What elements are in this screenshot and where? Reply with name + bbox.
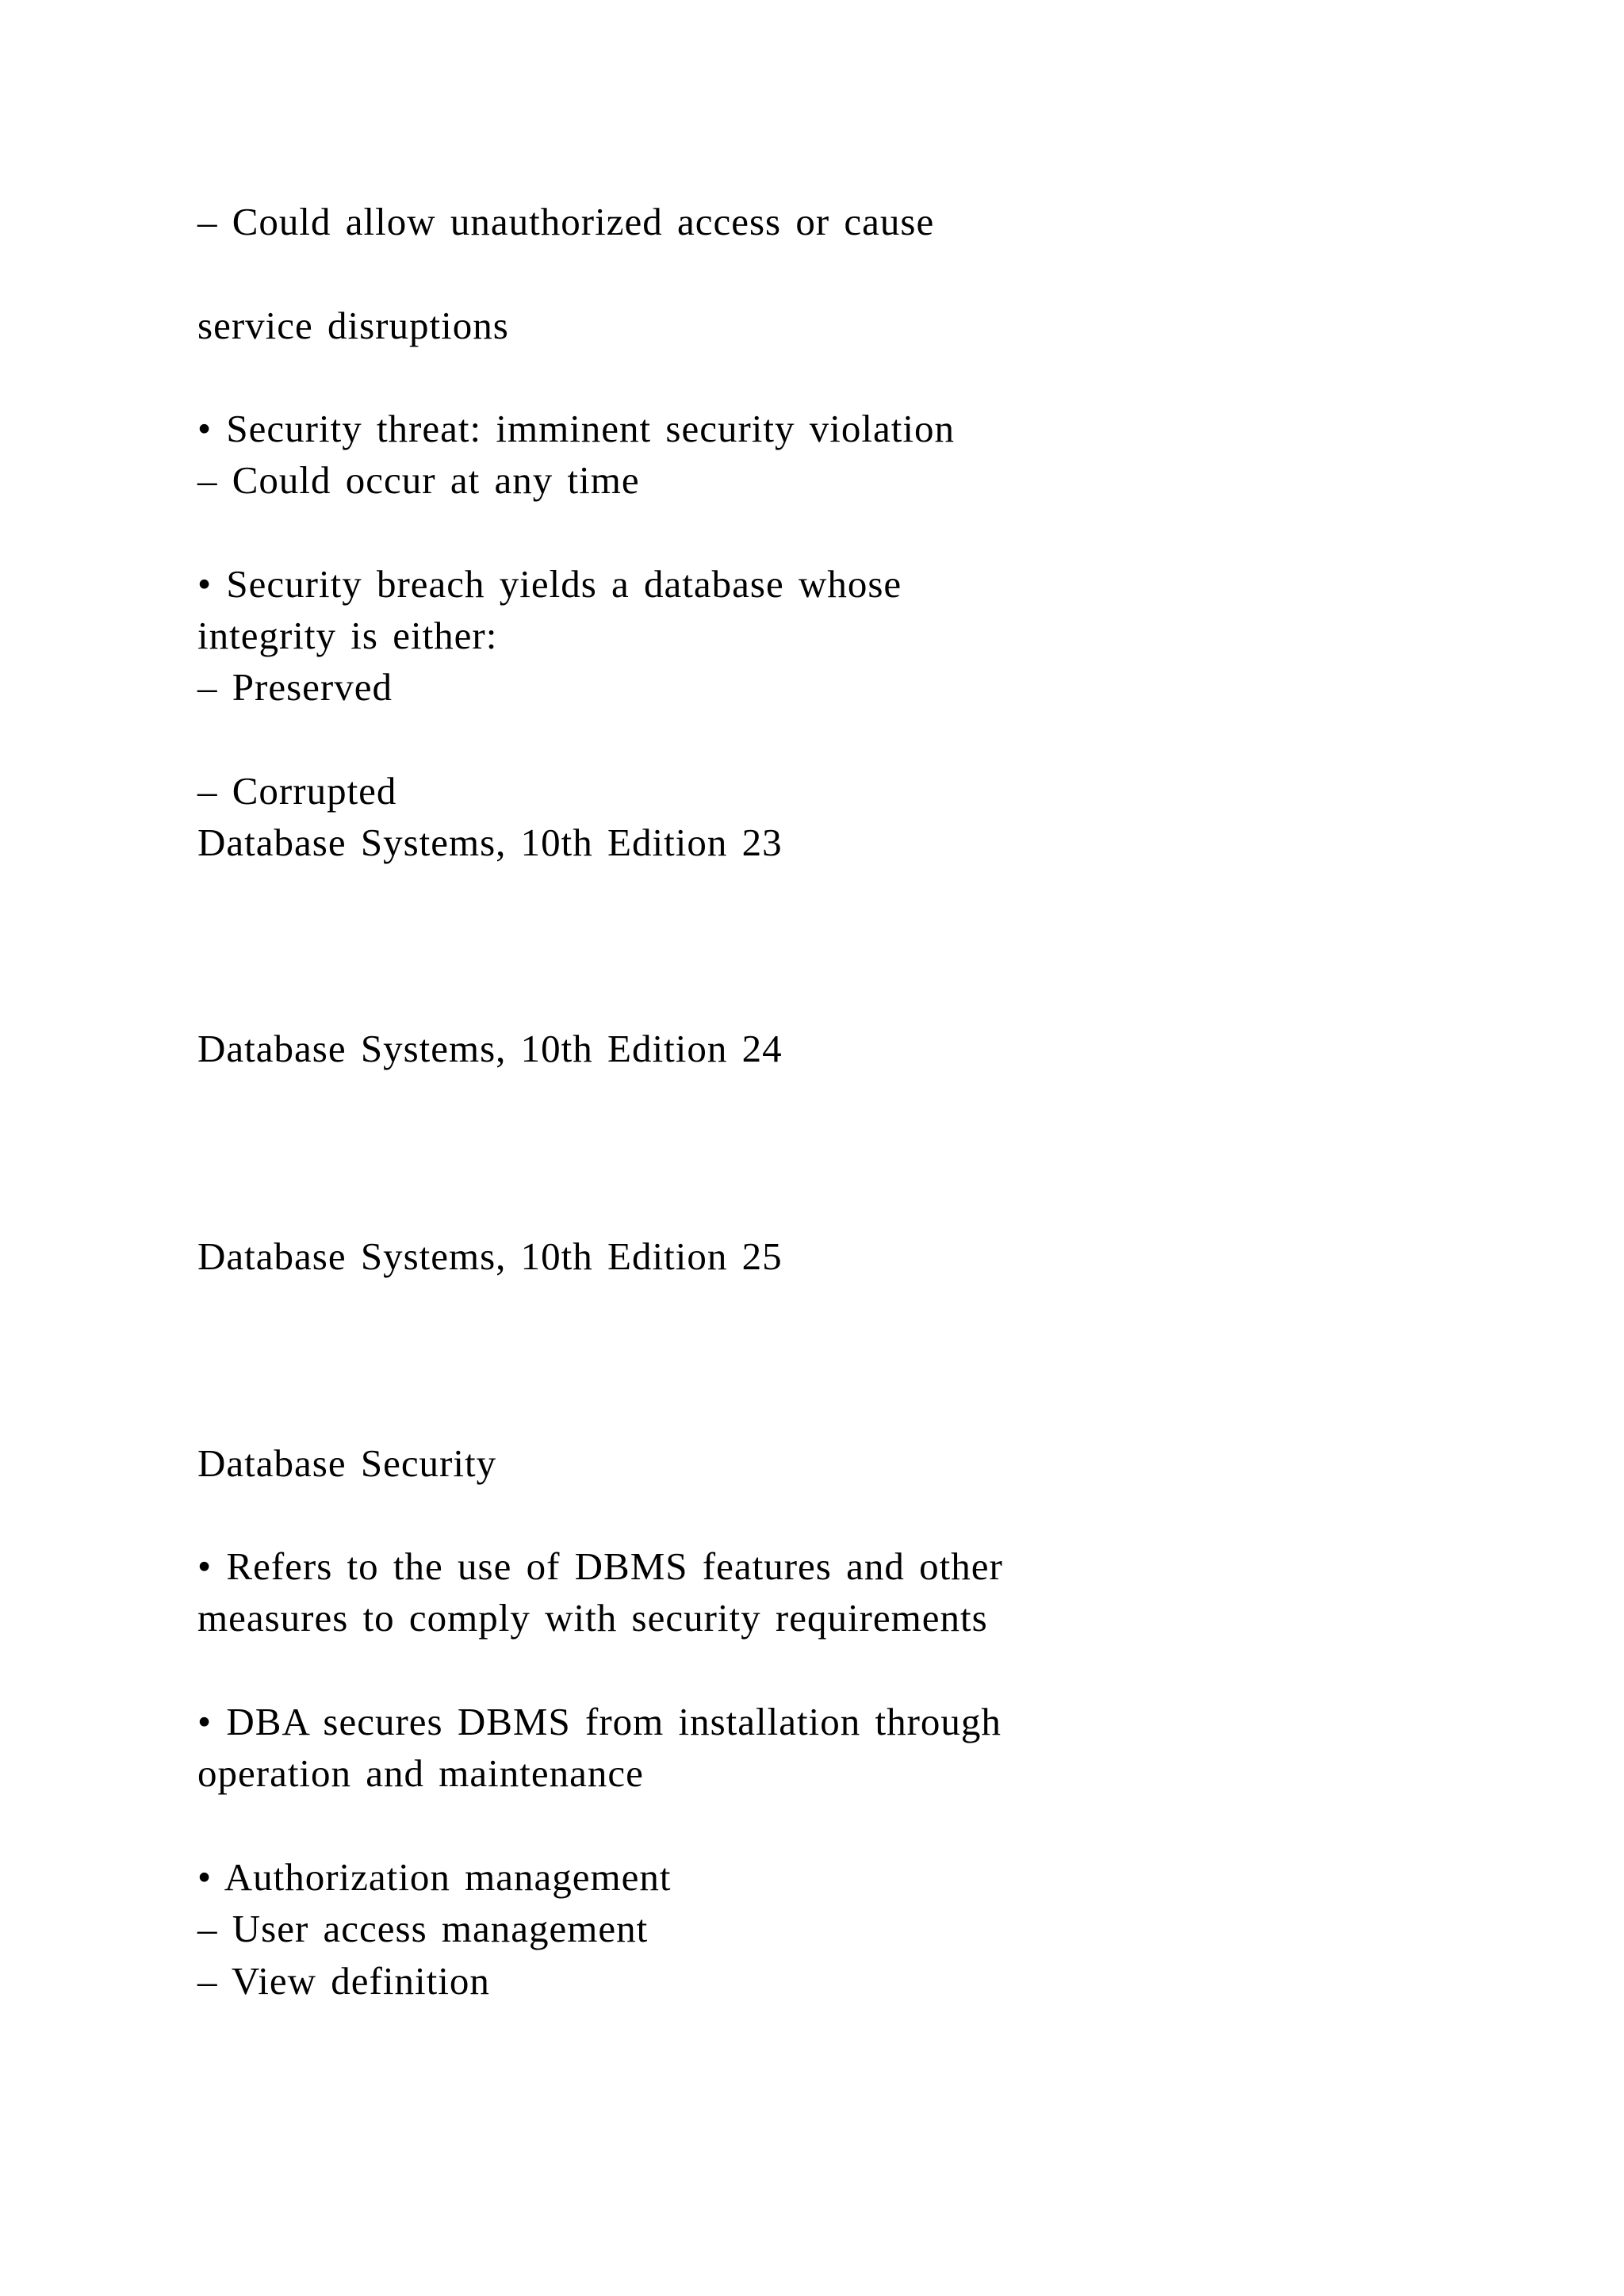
page-footer: Database Systems, 10th Edition 24 [197, 1027, 783, 1070]
bullet-item: • Security threat: imminent security violation [197, 407, 955, 450]
bullet-item: • DBA secures DBMS from installation through [197, 1700, 1002, 1743]
text-line: measures to comply with security requirements [197, 1596, 988, 1640]
text-line: service disruptions [197, 304, 509, 347]
page-footer: Database Systems, 10th Edition 23 [197, 821, 783, 864]
bullet-item: • Authorization management [197, 1855, 672, 1899]
sub-bullet-item: – View definition [197, 1959, 490, 2003]
page-footer: Database Systems, 10th Edition 25 [197, 1234, 783, 1278]
sub-bullet-item: – Corrupted [197, 769, 397, 813]
text-line: integrity is either: [197, 614, 498, 657]
bullet-item: • Security breach yields a database whose [197, 562, 902, 606]
text-line: operation and maintenance [197, 1751, 644, 1795]
sub-bullet-item: – User access management [197, 1907, 649, 1950]
bullet-item: • Refers to the use of DBMS features and other [197, 1544, 1003, 1588]
section-heading: Database Security [197, 1441, 497, 1485]
sub-bullet-item: – Could occur at any time [197, 458, 640, 502]
text-line: – Could allow unauthorized access or cause [197, 200, 935, 243]
sub-bullet-item: – Preserved [197, 665, 393, 709]
